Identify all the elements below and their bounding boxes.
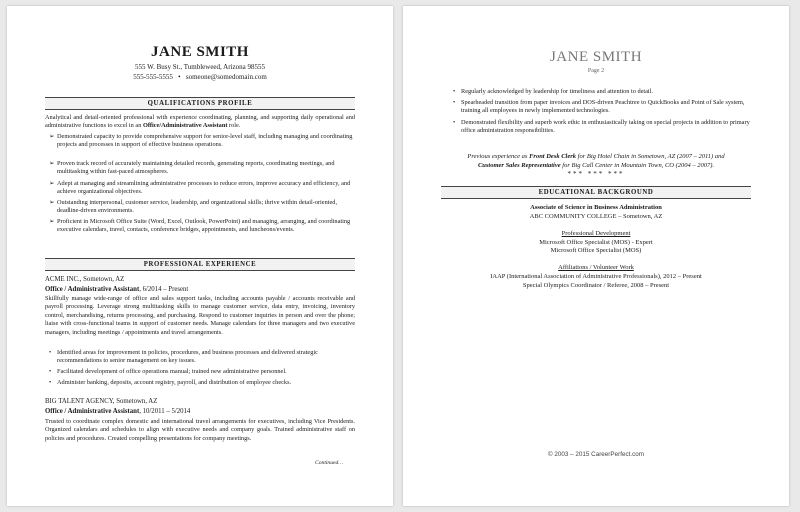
school: ABC COMMUNITY COLLEGE – Sometown, AZ: [529, 213, 663, 220]
professional-development-heading: Professional Development: [561, 230, 631, 237]
prev-role: Front Desk Clerk: [529, 153, 577, 160]
page-number: Page 2: [587, 68, 605, 74]
bullet-text: Demonstrated capacity to provide comprehensive support for senior-level staff, including managing and coordinating projects and processes in support of effective business operations.: [57, 133, 353, 149]
arrow-bullet-icon: ➢: [49, 133, 55, 140]
bullet-text: Identified areas for improvement in policies, procedures, and business processes and delivered strategic recommendations to senior management on key issues.: [57, 349, 318, 365]
bullet-text: Administer banking, deposits, account registry, payroll, and distribution of employee checks.: [57, 379, 292, 386]
prev-text: Previous experience as: [467, 153, 530, 160]
qualifications-summary: [45, 114, 355, 131]
candidate-name: JANE SMITH: [151, 44, 249, 60]
bullet-text: Outstanding interpersonal, customer service, leadership, and organizational skills; thrive within detail-oriented, deadline-driven environments.: [57, 199, 338, 215]
job-company: BIG TALENT AGENCY, Sometown, AZ: [45, 398, 158, 405]
job-title: Office / Administrative Assistant: [45, 286, 140, 293]
job-title-line: [45, 286, 188, 294]
qualification-bullet: [49, 218, 355, 235]
job-description: Skillfully manage wide-range of office and sales support tasks, including accounts payable / accounts receivable and payroll processing. Leverage strong multitasking skills to manage customer service, data entry, invoicing, inventory control, merchandising, returns processing, and purchasing. Respond to customer inquiries in person and over the phone; liaise with cross-functional teams in support of customer needs. Manage calendars for three managers and two executive managers, including meetings / appointments and travel arrangements.: [45, 295, 355, 336]
bullet-text: Adept at managing and streamlining administrative processes to reduce errors, improve accuracy and efficiency, and achieve organizational objectives.: [57, 180, 351, 196]
copyright-footer: © 2003 – 2015 CareerPerfect.com: [548, 451, 644, 458]
pd-item: Microsoft Office Specialist (MOS) - Expert: [539, 239, 653, 246]
arrow-bullet-icon: ➢: [49, 180, 55, 187]
separator-stars: *** *** ***: [567, 170, 625, 178]
bullet-dot-icon: •: [49, 349, 52, 356]
job-title: Office / Administrative Assistant: [45, 408, 140, 415]
bullet-separator: •: [174, 73, 185, 81]
affiliations-heading: Affiliations / Volunteer Work: [558, 264, 634, 271]
education-heading: EDUCATIONAL BACKGROUND: [441, 186, 751, 199]
job-bullet: [453, 119, 751, 136]
qualification-bullet: [49, 133, 355, 150]
candidate-name: JANE SMITH: [549, 49, 643, 65]
bullet-dot-icon: •: [453, 88, 456, 95]
phone-email-line: [7, 72, 393, 82]
bullet-text: Proficient in Microsoft Office Suite (Word, Excel, Outlook, PowerPoint) and managing, arranging, and coordinating executive calendars, travel, contacts, conference bridges, appointments, and luncheons/events.: [57, 218, 351, 234]
bullet-text: Facilitated development of office operations manual; trained new administrative personnel.: [57, 368, 287, 375]
summary-role: Office/Administrative Assistant: [142, 122, 228, 130]
bullet-text: Spearheaded transition from paper invoices and DOS-driven Peachtree to QuickBooks and Point of Sale system, training all employees in newly implemented technologies.: [461, 99, 745, 115]
job-bullet: [49, 379, 355, 387]
prev-text: for Big Hotel Chain in Sometown, AZ (2007 – 2011) and: [576, 153, 725, 160]
bullet-text: Proven track record of accurately maintaining detailed records, generating reports, coordinating meetings, and multitasking within fast-paced atmospheres.: [57, 160, 335, 176]
job-bullet: [49, 349, 355, 366]
email: someone@somedomain.com: [185, 73, 267, 81]
address: 555 W. Busy St., Tumbleweed, Arizona 98555: [135, 63, 265, 71]
resume-page-1: [7, 6, 393, 506]
job-bullet: [453, 99, 751, 116]
resume-page-2: [403, 6, 789, 506]
job-bullet: [453, 88, 751, 96]
job-description: Trusted to coordinate complex domestic and international travel arrangements for executives, including Vice Presidents. Organized calendars and schedules to align with executive needs and company goals. Trained administrative staff on policies and procedures. Created compelling presentations for company meetings.: [45, 418, 355, 442]
bullet-dot-icon: •: [49, 368, 52, 375]
arrow-bullet-icon: ➢: [49, 218, 55, 225]
qualification-bullet: [49, 199, 355, 216]
qualifications-heading: QUALIFICATIONS PROFILE: [45, 97, 355, 110]
phone: 555-555-5555: [133, 73, 173, 81]
previous-experience: [441, 152, 751, 170]
job-title-line: [45, 408, 190, 416]
job-company: ACME INC., Sometown, AZ: [45, 276, 125, 283]
arrow-bullet-icon: ➢: [49, 160, 55, 167]
bullet-dot-icon: •: [453, 99, 456, 106]
job-dates: , 10/2011 – 5/2014: [139, 408, 191, 415]
prev-role: Customer Sales Representative: [477, 162, 561, 169]
prev-text: for Big Call Center in Mountain Town, CO (2004 – 2007).: [560, 162, 715, 169]
bullet-text: Demonstrated flexibility and superb work ethic in enthusiastically taking on special projects in addition to primary office administration responsibilities.: [461, 119, 750, 135]
qualification-bullet: [49, 180, 355, 197]
summary-text: Analytical and detail-oriented professional with experience coordinating, planning, and supporting daily operational and administrative functions to excel in an: [45, 114, 355, 130]
qualification-bullet: [49, 160, 355, 177]
arrow-bullet-icon: ➢: [49, 199, 55, 206]
bullet-dot-icon: •: [49, 379, 52, 386]
pd-item: Microsoft Office Specialist (MOS): [550, 247, 642, 254]
job-bullet: [49, 368, 355, 376]
bullet-text: Regularly acknowledged by leadership for timeliness and attention to detail.: [461, 88, 653, 95]
summary-end: role.: [227, 122, 241, 130]
job-dates: , 6/2014 – Present: [139, 286, 189, 293]
bullet-dot-icon: •: [453, 119, 456, 126]
affiliation-item: Special Olympics Coordinator / Referee, 2008 – Present: [522, 282, 670, 289]
experience-heading: PROFESSIONAL EXPERIENCE: [45, 258, 355, 271]
degree: Associate of Science in Business Administration: [530, 204, 662, 211]
affiliation-item: IAAP (International Association of Administrative Professionals), 2012 – Present: [490, 273, 702, 280]
continued-note: Continued…: [315, 460, 344, 466]
